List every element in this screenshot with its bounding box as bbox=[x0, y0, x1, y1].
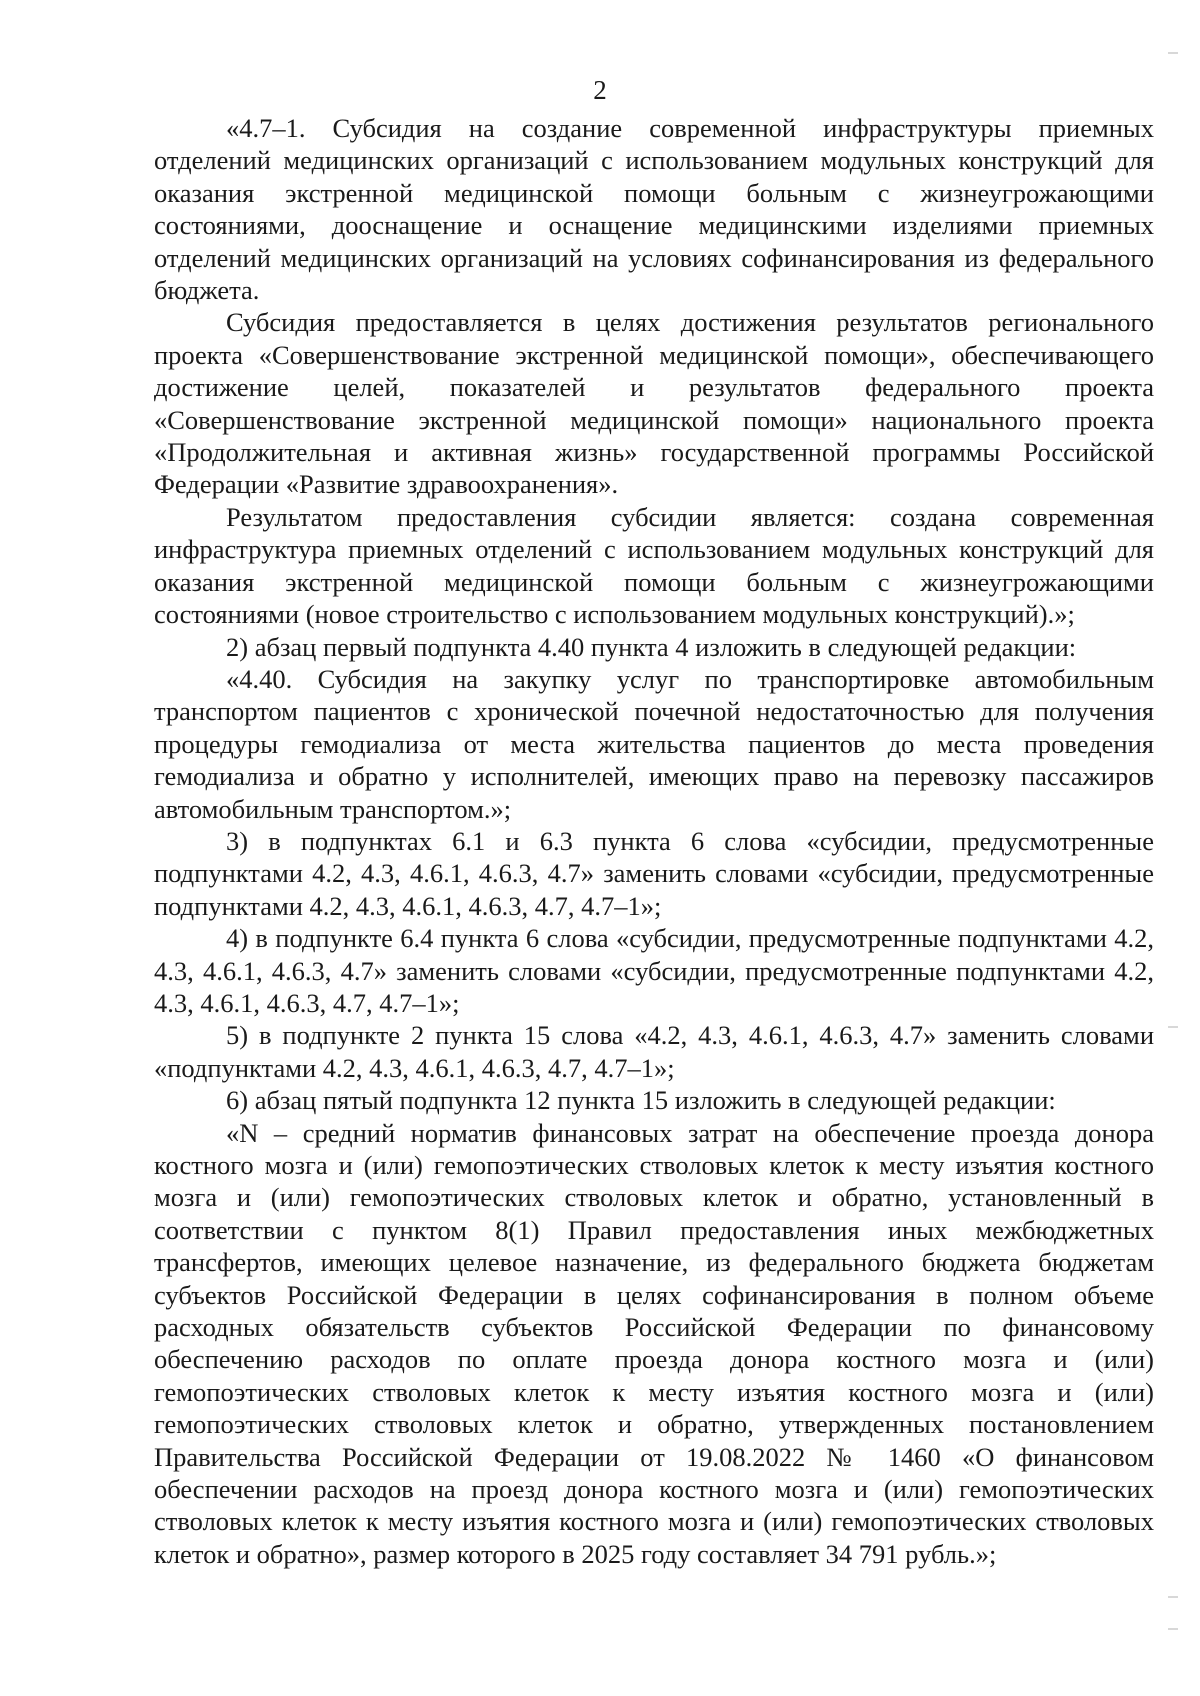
paragraph-subsidy-4-40: «4.40. Субсидия на закупку услуг по транспортировке автомобильным транспортом пациентов с хронической почечной недостаточностью для получения процедуры гемодиализа от места жительства пациентов до места проведения гемодиализа и обратно у исполнителей, имеющих право на перевозку пассажиров автомобильным транспортом.»; bbox=[154, 663, 1154, 824]
page-number: 2 bbox=[593, 75, 607, 105]
scan-artifact bbox=[1168, 1026, 1178, 1028]
paragraph-amendment-3: 3) в подпунктах 6.1 и 6.3 пункта 6 слова «субсидии, предусмотренные подпунктами 4.2, 4.3, 4.6.1, 4.6.3, 4.7» заменить словами «субсидии, предусмотренные подпунктами 4.2, 4.3, 4.6.1, 4.6.3, 4.7, 4.7–1»; bbox=[154, 825, 1154, 921]
paragraph-norm-n: «N – средний норматив финансовых затрат на обеспечение проезда донора костного мозга и (или) гемопоэтических стволовых клеток к месту изъятия костного мозга и (или) гемопоэтических стволовых клеток и обратно, установленный в соответствии с пунктом 8(1) Правил предоставления иных межбюджетных трансфертов, имеющих целевое назначение, из федерального бюджета бюджетам субъектов Российской Федерации в целях софинансирования в полном объеме расходных обязательств субъектов Российской Федерации по финансовому обеспечению расходов по оплате проезда донора костного мозга и (или) гемопоэтических стволовых клеток к месту изъятия костного мозга и (или) гемопоэтических стволовых клеток и обратно, утвержденных постановлением Правительства Российской Федерации от 19.08.2022 № 1460 «О финансовом обеспечении расходов на проезд донора костного мозга и (или) гемопоэтических стволовых клеток к месту изъятия костного мозга и (или) гемопоэтических стволовых клеток и обратно», размер которого в 2025 году составляет 34 791 рубль.»; bbox=[154, 1117, 1154, 1569]
paragraph-amendment-4: 4) в подпункте 6.4 пункта 6 слова «субсидии, предусмотренные подпунктами 4.2, 4.3, 4.6.1, 4.6.3, 4.7» заменить словами «субсидии, предусмотренные подпунктами 4.2, 4.3, 4.6.1, 4.6.3, 4.7, 4.7–1»; bbox=[154, 923, 1154, 1018]
scan-artifact bbox=[1168, 52, 1178, 54]
paragraph-amendment-2: 2) абзац первый подпункта 4.40 пункта 4 изложить в следующей редакции: bbox=[226, 631, 1077, 662]
paragraph-subsidy-purpose: Субсидия предоставляется в целях достижения результатов регионального проекта «Совершенствование экстренной медицинской помощи», обеспечивающего достижение целей, показателей и результатов федерального проекта «Совершенствование экстренной медицинской помощи» национального проекта «Продолжительная и активная жизнь» государственной программы Российской Федерации «Развитие здравоохранения». bbox=[154, 307, 1154, 500]
scan-artifact bbox=[1168, 1596, 1178, 1598]
paragraph-amendment-6: 6) абзац пятый подпункта 12 пункта 15 изложить в следующей редакции: bbox=[226, 1085, 1056, 1116]
scan-artifact bbox=[1168, 1628, 1178, 1630]
paragraph-amendment-5: 5) в подпункте 2 пункта 15 слова «4.2, 4.3, 4.6.1, 4.6.3, 4.7» заменить словами «подпунктами 4.2, 4.3, 4.6.1, 4.6.3, 4.7, 4.7–1»; bbox=[154, 1020, 1154, 1083]
document-body bbox=[154, 112, 1154, 1570]
paragraph-subsidy-result: Результатом предоставления субсидии является: создана современная инфраструктура приемных отделений с использованием модульных конструкций для оказания экстренной медицинской помощи больным с жизнеугрожающими состояниями (новое строительство с использованием модульных конструкций).»; bbox=[154, 501, 1154, 630]
paragraph-subsidy-4-7-1: «4.7–1. Субсидия на создание современной инфраструктуры приемных отделений медицинских организаций с использованием модульных конструкций для оказания экстренной медицинской помощи больным с жизнеугрожающими состояниями, дооснащение и оснащение медицинскими изделиями приемных отделений медицинских организаций на условиях софинансирования из федерального бюджета. bbox=[154, 113, 1154, 306]
